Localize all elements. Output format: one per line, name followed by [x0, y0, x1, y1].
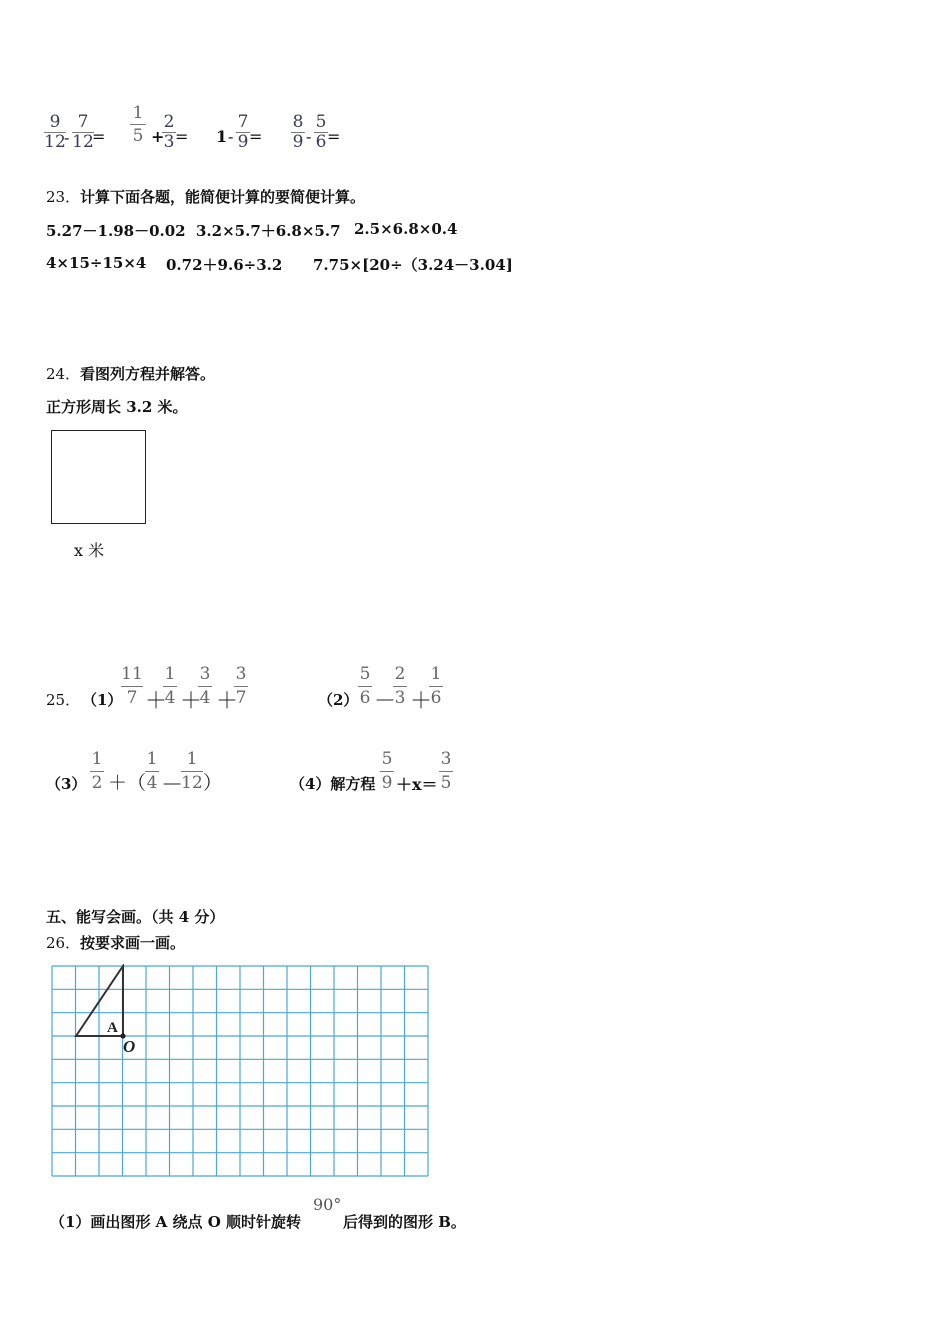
- equals-sign: =: [327, 127, 341, 146]
- angle-value: 90°: [313, 1195, 342, 1214]
- label-a: A: [107, 1020, 118, 1036]
- question-number: 25．: [46, 691, 81, 709]
- fraction-8-9: $\frac{8}{9}$: [292, 112, 304, 152]
- part-label: （2）: [318, 691, 359, 709]
- fraction: $\frac{1}{12}$: [181, 749, 203, 793]
- whole-number: 1: [216, 127, 228, 146]
- question-title: 按要求画一画。: [80, 934, 186, 952]
- question-title: 看图列方程并解答。: [80, 365, 216, 383]
- fraction: $\frac{1}{4}$: [164, 664, 176, 708]
- question-number: 26．: [46, 934, 81, 952]
- fraction: $\frac{5}{9}$: [381, 749, 393, 793]
- fraction: $\frac{3}{5}$: [440, 749, 452, 793]
- part-label: （1）: [82, 691, 123, 709]
- side-label: x 米: [74, 541, 105, 560]
- expression: 7.75×[20÷（3.24－3.04]: [313, 256, 513, 274]
- fraction: $\frac{3}{7}$: [235, 664, 247, 708]
- square-figure: [51, 430, 146, 524]
- minus-sign: －: [374, 689, 397, 714]
- fraction-7-9: $\frac{7}{9}$: [237, 112, 249, 152]
- grid-figure: [50, 964, 430, 1178]
- fraction: $\frac{2}{3}$: [394, 664, 406, 708]
- fraction-9-12: $\frac{9}{12}$: [44, 112, 66, 152]
- fraction: $\frac{1}{4}$: [146, 749, 158, 793]
- section-title: 五、能写会画。（共 4 分）: [46, 908, 225, 926]
- equals-sign: =: [92, 127, 106, 146]
- fraction: $\frac{1}{6}$: [430, 664, 442, 708]
- part-label: （3）: [46, 775, 87, 793]
- equation-middle: ＋x＝: [396, 775, 438, 794]
- minus-sign: -: [64, 128, 70, 147]
- fraction: $\frac{5}{6}$: [359, 664, 371, 708]
- fraction-2-3: $\frac{2}{3}$: [163, 112, 175, 152]
- plus-paren: ＋（: [108, 772, 147, 794]
- minus-sign: －: [161, 773, 184, 798]
- expression: 0.72＋9.6÷3.2: [166, 256, 283, 274]
- question-number: 24．: [46, 365, 81, 383]
- close-paren: ）: [203, 772, 223, 794]
- fraction: $\frac{11}{7}$: [121, 664, 143, 708]
- question-number: 23．: [46, 188, 81, 206]
- fraction-5-6: $\frac{5}{6}$: [315, 112, 327, 152]
- part-label: （4）解方程: [290, 775, 376, 793]
- grid-lines: [52, 966, 428, 1176]
- plus-sign: +: [151, 127, 165, 146]
- equals-sign: =: [249, 127, 263, 146]
- plus-sign: ＋: [145, 689, 168, 714]
- expression: 3.2×5.7＋6.8×5.7: [196, 222, 341, 240]
- equals-sign: =: [175, 127, 189, 146]
- plus-sign: ＋: [216, 689, 239, 714]
- task-text: （1）画出图形 A 绕点 O 顺时针旋转: [50, 1213, 302, 1231]
- minus-sign: -: [306, 127, 312, 146]
- fraction-1-5: $\frac{1}{5}$: [130, 102, 146, 147]
- fraction-7-12: $\frac{7}{12}$: [72, 112, 94, 152]
- fraction: $\frac{1}{2}$: [91, 749, 103, 793]
- expression: 2.5×6.8×0.4: [354, 220, 458, 238]
- expression: 4×15÷15×4: [46, 254, 147, 272]
- task-text: 后得到的图形 B。: [343, 1213, 466, 1231]
- fraction: $\frac{3}{4}$: [199, 664, 211, 708]
- label-o: O: [123, 1037, 136, 1056]
- plus-sign: ＋: [180, 689, 203, 714]
- expression: 5.27－1.98－0.02: [46, 222, 186, 240]
- minus-sign: -: [228, 127, 234, 146]
- question-title: 计算下面各题，能简便计算的要简便计算。: [80, 188, 366, 206]
- plus-sign: ＋: [410, 689, 433, 714]
- question-subtitle: 正方形周长 3.2 米。: [46, 398, 188, 416]
